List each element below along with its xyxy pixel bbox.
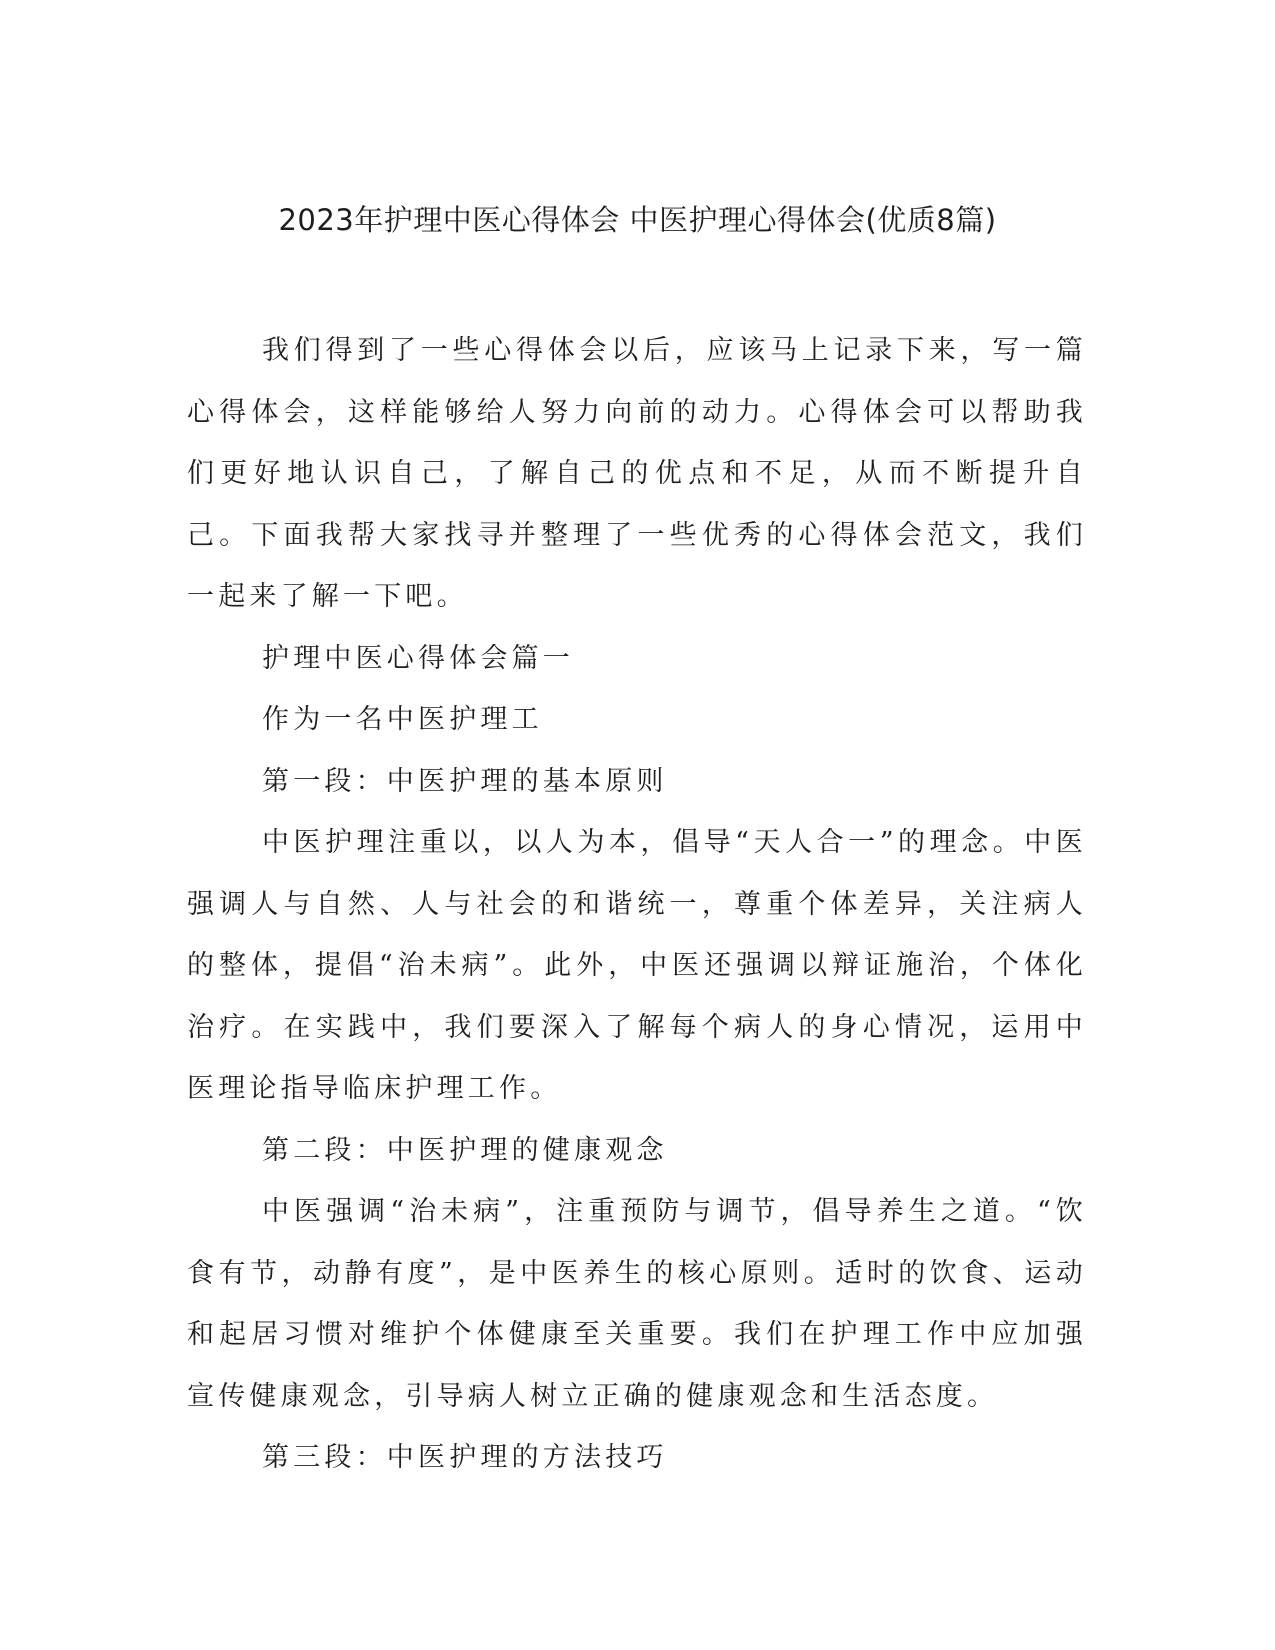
intro-paragraph: 我们得到了一些心得体会以后，应该马上记录下来，写一篇心得体会，这样能够给人努力向前的动力。心得体会可以帮助我们更好地认识自己，了解自己的优点和不足，从而不断提升自己。下面我帮大家找寻并整理了一些优秀的心得体会范文，我们一起来了解一下吧。 [187,335,1087,612]
paragraph: 中医强调“治未病”，注重预防与调节，倡导养生之道。“饮食有节，动静有度”，是中医养生的核心原则。适时的饮食、运动和起居习惯对维护个体健康至关重要。我们在护理工作中应加强宣传健康观念，引导病人树立正确的健康观念和生活态度。 [187,1196,1087,1412]
subsection-heading: 第一段：中医护理的基本原则 [262,765,668,797]
paragraph: 中医护理注重以，以人为本，倡导“天人合一”的理念。中医强调人与自然、人与社会的和谐统一，尊重个体差异，关注病人的整体，提倡“治未病”。此外，中医还强调以辩证施治，个体化治疗。在实践中，我们要深入了解每个病人的身心情况，运用中医理论指导临床护理工作。 [187,827,1087,1104]
subsection-heading: 第二段：中医护理的健康观念 [262,1134,668,1166]
section-heading: 护理中医心得体会篇一 [262,642,574,674]
document-body [187,320,1087,1489]
subsection-heading: 第三段：中医护理的方法技巧 [262,1442,668,1473]
paragraph: 作为一名中医护理工 [262,704,543,735]
document-title: 2023年护理中医心得体会 中医护理心得体会(优质8篇) [278,203,997,237]
